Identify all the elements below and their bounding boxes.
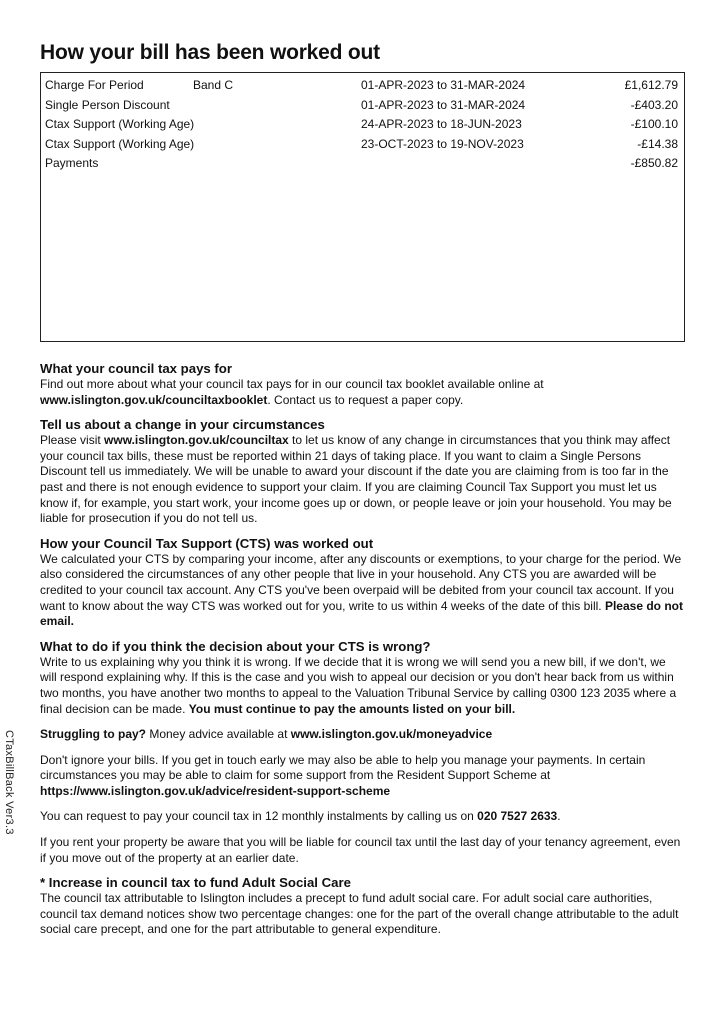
text-fragment: We calculated your CTS by comparing your income, after any discounts or exemptions, to your charge for the period. We also considered the circumstances of any other people that live in your household. Any CTS you are awarded will be credited to your council tax account. Any CTS you've been overpaid will be debited from your council tax account. If you want to know about the way CTS was worked out for you, write to us within 4 weeks of the date of this bill. [40,551,682,613]
bill-row [45,154,680,174]
bill-row-label: Ctax Support (Working Age) [45,136,195,151]
renting-text: If you rent your property be aware that you will be liable for council tax until the last day of your tenancy agreement, even if you move out of the property at an earlier date. [40,835,681,865]
bill-row-amount: -£850.82 [630,156,678,170]
text-fragment: Don't ignore your bills. If you get in touch early we may also be able to help you manage your payments. In certain circumstances you may be able to claim for some support from the Resident Support Scheme at [40,752,646,783]
instalments-text [40,809,685,825]
information-sections [40,360,685,938]
phone-number: 020 7527 2633 [477,809,558,824]
bill-row [45,135,680,155]
section-text-cts-worked-out [40,552,685,630]
section-text-council-tax-pays [40,377,685,408]
text-fragment: Write to us explaining why you think it is wrong. If we decide that it is wrong we will send you a new bill, if we don't, we will respond explaining why. If this is the case and you wish to appeal our decision or you don't hear back from us within two months, you have another two months to appeal to the Valuation Tribunal Service by calling 0300 123 2035 where a final decision can be made. [40,654,677,716]
bold-notice: Please do not email. [40,598,683,629]
bill-row-amount: £1,612.79 [624,78,678,92]
bold-notice: You must continue to pay the amounts listed on your bill. [188,701,516,716]
bill-row-amount: -£403.20 [630,97,678,112]
bill-row [45,115,680,135]
money-advice-link[interactable]: www.islington.gov.uk/moneyadvice [290,727,493,742]
struggling-to-pay-text [40,727,685,743]
bill-row-amount: -£14.38 [637,136,678,151]
council-tax-link[interactable]: www.islington.gov.uk/counciltax [104,433,289,448]
bill-row-label: Ctax Support (Working Age) [45,117,195,131]
bill-row-period: 01-APR-2023 to 31-MAR-2024 [361,97,526,112]
resident-support-link[interactable]: https://www.islington.gov.uk/advice/resident-support-scheme [40,783,391,798]
section-heading-change-circumstances: Tell us about a change in your circumstances [40,417,325,433]
section-text-adult-social-care: The council tax attributable to Islington includes a precept to fund adult social care. For adult social care authorities, council tax demand notices show two percentage changes: one for the part of the overall change attributable to the adult social care precept, and one for the part attributable to general expenditure. [40,891,679,937]
section-text-cts-wrong [40,655,685,717]
bill-row-label: Charge For Period [45,78,144,92]
section-heading-adult-social-care: * Increase in council tax to fund Adult Social Care [40,875,351,891]
dont-ignore-bills-text [40,753,685,800]
text-fragment: . Contact us to request a paper copy. [267,392,464,407]
bill-back-page [40,40,685,938]
bill-row-band: Band C [193,78,234,92]
bill-row-label: Single Person Discount [45,97,170,112]
bill-row-period: 01-APR-2023 to 31-MAR-2024 [361,78,526,92]
bill-row-period: 24-APR-2023 to 18-JUN-2023 [361,117,522,131]
section-heading-cts-worked-out: How your Council Tax Support (CTS) was worked out [40,535,374,551]
text-fragment: . [557,809,561,824]
bill-breakdown-table [40,72,685,342]
section-heading-council-tax-pays: What your council tax pays for [40,361,232,376]
council-tax-booklet-link[interactable]: www.islington.gov.uk/counciltaxbooklet [40,392,268,407]
text-fragment: Please visit [40,433,105,448]
page-title: How your bill has been worked out [40,41,380,64]
text-fragment: Find out more about what your council tax pays for in our council tax booklet available online at [40,377,544,391]
text-fragment: Money advice available at [146,727,291,742]
bold-notice: Struggling to pay? [40,727,146,742]
form-version-label: CTaxBillBack Ver3.3 [3,730,15,835]
bill-row [45,96,680,116]
bill-row-period: 23-OCT-2023 to 19-NOV-2023 [361,136,524,151]
section-text-change-circumstances [40,433,685,527]
section-heading-cts-wrong: What to do if you think the decision about your CTS is wrong? [40,638,431,654]
bill-row-label: Payments [45,156,99,170]
bill-row-amount: -£100.10 [630,117,678,131]
text-fragment: You can request to pay your council tax in 12 monthly instalments by calling us on [40,809,478,824]
bill-row [45,76,680,96]
text-fragment: to let us know of any change in circumstances that you think may affect your council tax bills, these must be reported within 21 days of taking place. If you want to claim a Single Persons Discount tell us immediately. We will be unable to award your discount if the date you are claiming from is too far in the past and there is not enough evidence to support your claim. If you are claiming Council Tax Support you must let us know if, for example, you start work, your income goes up or down, or people leave or join your household. You may be liable for prosecution if you do not tell us. [40,433,672,526]
